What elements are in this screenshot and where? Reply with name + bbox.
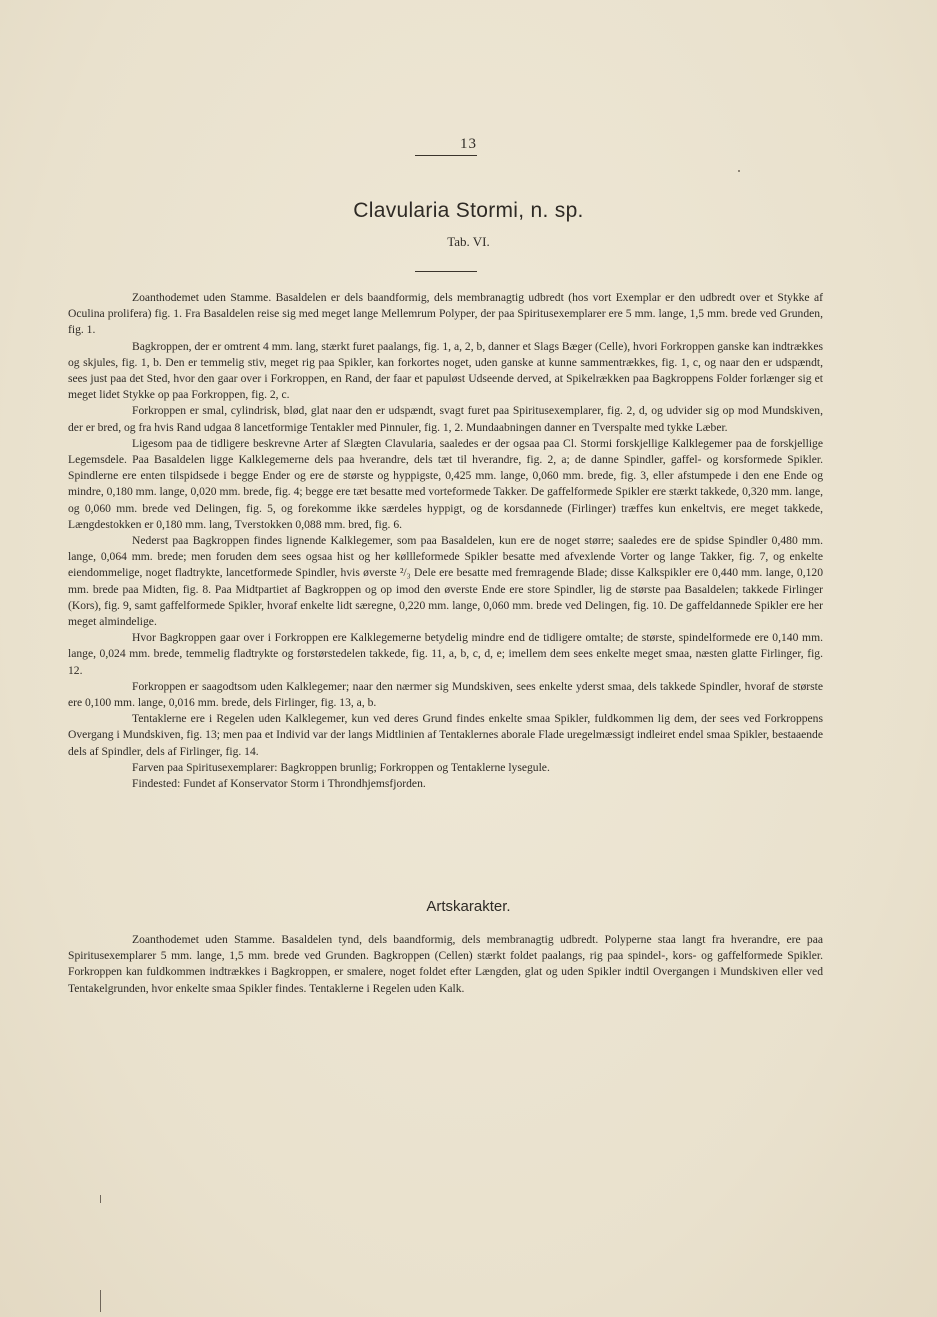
paragraph-farve: Farven paa Spiritusexemplarer: Bagkroppen brunlig; Forkroppen og Tentaklerne lysegule. — [132, 760, 550, 774]
page-number: 13 — [460, 136, 477, 152]
species-title: Clavularia Stormi, n. sp. — [353, 199, 584, 222]
paragraph-tentakler: Tentaklerne ere i Regelen uden Kalklegemer, kun ved deres Grund findes enkelte smaa Spikler, fuldkommen lig dem, der sees ved Forkroppens Overgang i Mundskiven, fig. 13; men paa et Individ var der langs Midtlinien af Tentaklernes aborale Flade uregelmæssigt indleiret endel smaa Spikler, bestaaende dels af Spindler, dels af Firlinger, fig. 14. — [68, 712, 823, 758]
margin-mark — [100, 1195, 101, 1203]
paper-speck — [738, 170, 740, 172]
paragraph-findested: Findested: Fundet af Konservator Storm i Throndhjemsfjorden. — [132, 777, 426, 791]
description-text — [68, 290, 823, 792]
plate-reference: Tab. VI. — [447, 234, 490, 249]
paragraph-artskarakter: Zoanthodemet uden Stamme. Basaldelen tynd, dels baandformig, dels membranagtig udbredt. Polyperne staa langt fra hverandre, ere paa Spiritusexemplarer 5 mm. lange, 1,5 mm. brede ved Grunden. Bagkroppen (Cellen) stærkt foldet paalangs, rig paa spindel-, kors- og gaffelformede Spikler. Forkroppen kan fuldkommen indtrækkes i Bagkroppen, er smalere, noget foldet efter Længden, glat og uden Spikler indtil Overgangen i Mundskiven eller ved Tentakelgrunden, hvor enkelte smaa Spikler findes. Tentaklerne i Regelen uden Kalk. — [68, 933, 823, 995]
title-rule — [415, 271, 477, 272]
section-heading: Artskarakter. — [426, 898, 511, 915]
paragraph-bagkroppen: Bagkroppen, der er omtrent 4 mm. lang, stærkt furet paalangs, fig. 1, a, 2, b, danner et Slags Bæger (Celle), hvori Forkroppen ganske kan indtrækkes og skjules, fig. 1, b. Den er temmelig stiv, meget rig paa Spikler, kan forkortes noget, uden ganske at kunne sammentrækkes, fig. 1, c, og naar den er udspændt, sees just paa det Sted, hvor den gaar over i Forkroppen, en Rand, der faar et papuløst Udseende derved, at Spikelrækken paa Bagkroppens Folder forlænger sig et meget lidet Stykke op paa Forkroppen, fig. 2, c. — [68, 339, 823, 402]
paragraph-forkroppen-kalk: Forkroppen er saagodtsom uden Kalklegemer; naar den nærmer sig Mundskiven, sees enkelte yderst smaa, dels takkede Spindler, hvoraf de største ere 0,100 mm. lange, 0,016 mm. brede, dels Firlinger, fig. 13, a, b. — [68, 679, 823, 710]
diagnosis-text — [68, 932, 823, 997]
header-rule — [415, 155, 477, 156]
paragraph-basal: Zoanthodemet uden Stamme. Basaldelen er dels baandformig, dels membranagtig udbredt (hos vort Exemplar er den udbredt over et Stykke af Oculina prolifera) fig. 1. Fra Basaldelen reise sig med meget lange Mellemrum Polyper, der paa Spiritusexemplarer ere 5 mm. lange, 1,5 mm. brede ved Grunden, fig. 1. — [68, 291, 823, 337]
paragraph-nederst: Nederst paa Bagkroppen findes lignende Kalklegemer, som paa Basaldelen, kun ere de noget større; saaledes ere de spidse Spindler 0,480 mm. lange, 0,064 mm. brede; men foruden dem sees ogsaa hist og her køllleformede Spikler besatte med afvexlende Vorter og lange Takker, fig. 7, og enkelte eiendommelige, noget fladtrykte, lancetformede Spindler, hvis øverste ²/₃ Dele ere besatte med fremragende Blade; disse Kalkspikler ere 0,440 mm. lange, 0,120 mm. brede paa Midten, fig. 8. Paa Midtpartiet af Bagkroppen og op imod den øverste Ende ere store Spindler, lig de største paa Basaldelen; takkede Firlinger (Kors), fig. 9, samt gaffelformede Spikler, hvoraf enkelte lidt særegne, 0,220 mm. lange, 0,060 mm. brede ved Delingen, fig. 10. De gaffeldannede Spikler ere her meget almindelige. — [68, 534, 823, 629]
paragraph-kalklegemer: Ligesom paa de tidligere beskrevne Arter af Slægten Clavularia, saaledes er der ogsaa paa Cl. Stormi forskjellige Kalklegemer paa de forskjellige Legemsdele. Paa Basaldelen ligge Kalklegemerne dels paa hverandre, dels tæt til hverandre, fig. 2, a; de danne Spindler, gaffel- og korsformede Spikler. Spindlerne ere enten tilspidsede i begge Ender og ere de største og hyppigste, 0,425 mm. lange, 0,060 mm. brede, fig. 3, eller afstumpede i den ene Ende og mindre, 0,180 mm. lange, 0,020 mm. brede, fig. 4; begge ere tæt besatte med vorteformede Takker. De gaffelformede Spikler ere stærkt takkede, 0,320 mm. lange, og 0,060 mm. brede ved Delingen, fig. 5, og forekomme ikke særdeles hyppigt, og de korsdannede (Firlinger) træffes kun enkeltvis, ere meget takkede, Længdestokken er 0,180 mm. lang, Tverstokken 0,088 mm. bred, fig. 6. — [68, 436, 823, 531]
paragraph-forkroppen: Forkroppen er smal, cylindrisk, blød, glat naar den er udspændt, svagt furet paa Spiritusexemplarer, fig. 2, d, og udvider sig op mod Mundskiven, der er bred, og fra hvis Rand udgaa 8 lancetformige Tentakler med Pinnuler, fig. 1, 2. Mundaabningen danner en Tverspalte med tykke Læber. — [68, 404, 823, 434]
paragraph-overgang: Hvor Bagkroppen gaar over i Forkroppen ere Kalklegemerne betydelig mindre end de tidligere omtalte; de største, spindelformede ere 0,140 mm. lange, 0,024 mm. brede, temmelig fladtrykte og forstørstedelen takkede, fig. 11, a, b, c, d, e; imellem dem sees enkelte meget smaa, næsten glatte Firlinger, fig. 12. — [68, 631, 823, 677]
margin-mark — [100, 1290, 101, 1312]
